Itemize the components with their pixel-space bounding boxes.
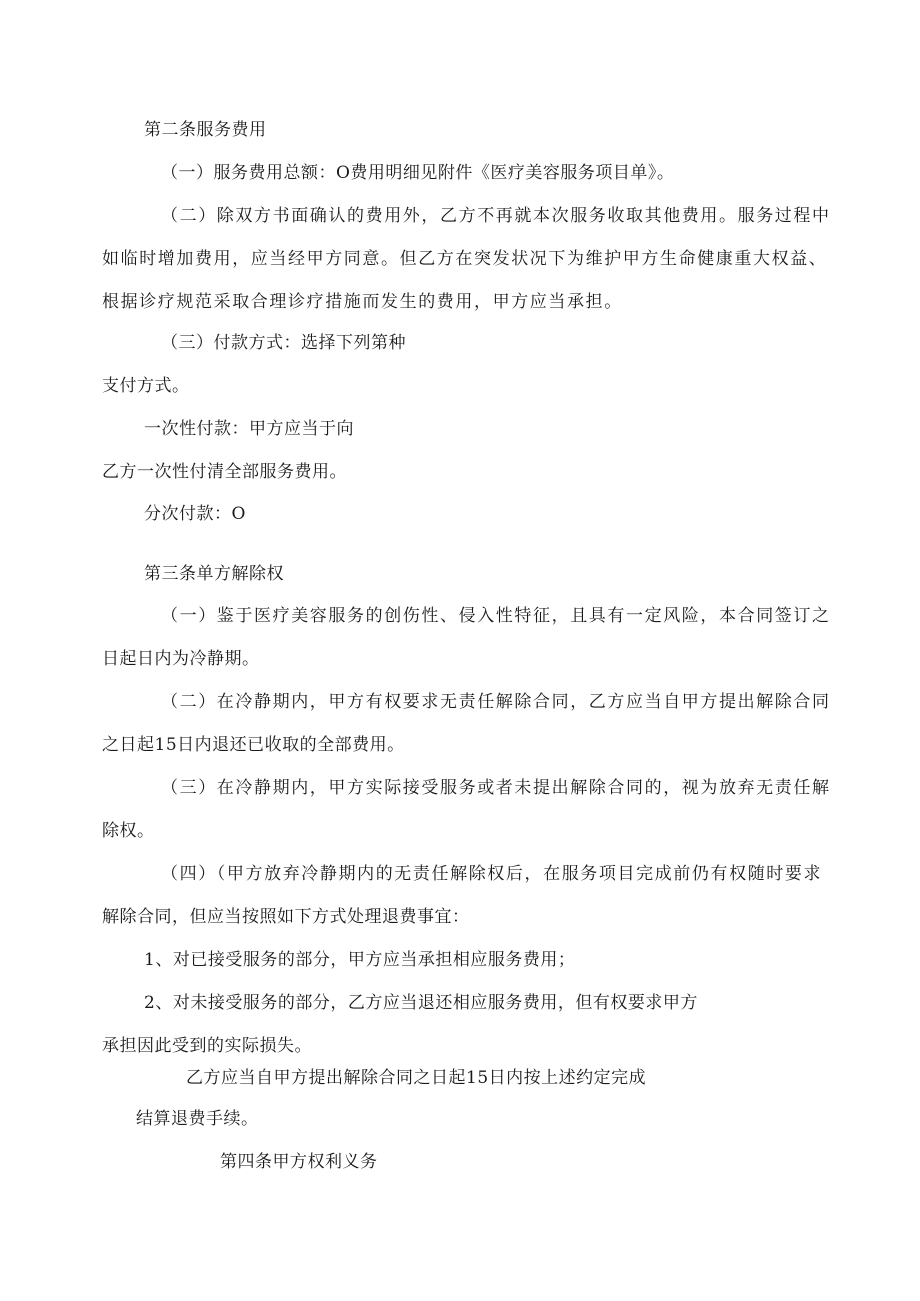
section-heading-party-a-rights: 第四条甲方权利义务: [220, 1152, 378, 1172]
paragraph-line: 根据诊疗规范采取合理诊疗措施而发生的费用，甲方应当承担。: [102, 292, 623, 312]
paragraph-line: 日起日内为冷静期。: [102, 649, 260, 669]
paragraph-line: 结算退费手续。: [136, 1109, 259, 1129]
paragraph-line: （一）鉴于医疗美容服务的创伤性、侵入性特征，且具有一定风险，本合同签订之: [161, 606, 831, 626]
paragraph-line: 乙方一次性付清全部服务费用。: [102, 462, 347, 482]
paragraph-line: 之日起15日内退还已收取的全部费用。: [102, 735, 405, 755]
paragraph-line: 如临时增加费用，应当经甲方同意。但乙方在突发状况下为维护甲方生命健康重大权益、: [102, 249, 828, 269]
paragraph-line: 解除合同，但应当按照如下方式处理退费事宜：: [102, 907, 470, 927]
paragraph-line: 支付方式。: [102, 376, 190, 396]
list-item: 1、对已接受服务的部分，甲方应当承担相应服务费用；: [144, 950, 576, 970]
paragraph-line: 承担因此受到的实际损失。: [102, 1036, 312, 1056]
section-heading-service-fees: 第二条服务费用: [144, 120, 267, 140]
section-heading-termination-right: 第三条单方解除权: [144, 564, 284, 584]
paragraph-line: （三）在冷静期内，甲方实际接受服务或者未提出解除合同的，视为放弃无责任解: [161, 778, 831, 798]
list-item: 2、对未接受服务的部分，乙方应当退还相应服务费用，但有权要求甲方: [144, 993, 698, 1013]
paragraph-line: 一次性付款：甲方应当于向: [144, 419, 354, 439]
paragraph-line: （四）（甲方放弃冷静期内的无责任解除权后，在服务项目完成前仍有权随时要求: [161, 864, 823, 884]
paragraph-line: （二）在冷静期内，甲方有权要求无责任解除合同，乙方应当自甲方提出解除合同: [161, 692, 831, 712]
paragraph-line: （二）除双方书面确认的费用外，乙方不再就本次服务收取其他费用。服务过程中: [161, 206, 831, 226]
paragraph-line: 乙方应当自甲方提出解除合同之日起15日内按上述约定完成: [186, 1068, 647, 1088]
paragraph-line: 分次付款：O: [144, 504, 246, 524]
paragraph-line: 除权。: [102, 821, 155, 841]
paragraph-line: （一）服务费用总额：O费用明细见附件《医疗美容服务项目单》。: [161, 163, 675, 183]
paragraph-line: （三）付款方式：选择下列第种: [161, 333, 406, 353]
